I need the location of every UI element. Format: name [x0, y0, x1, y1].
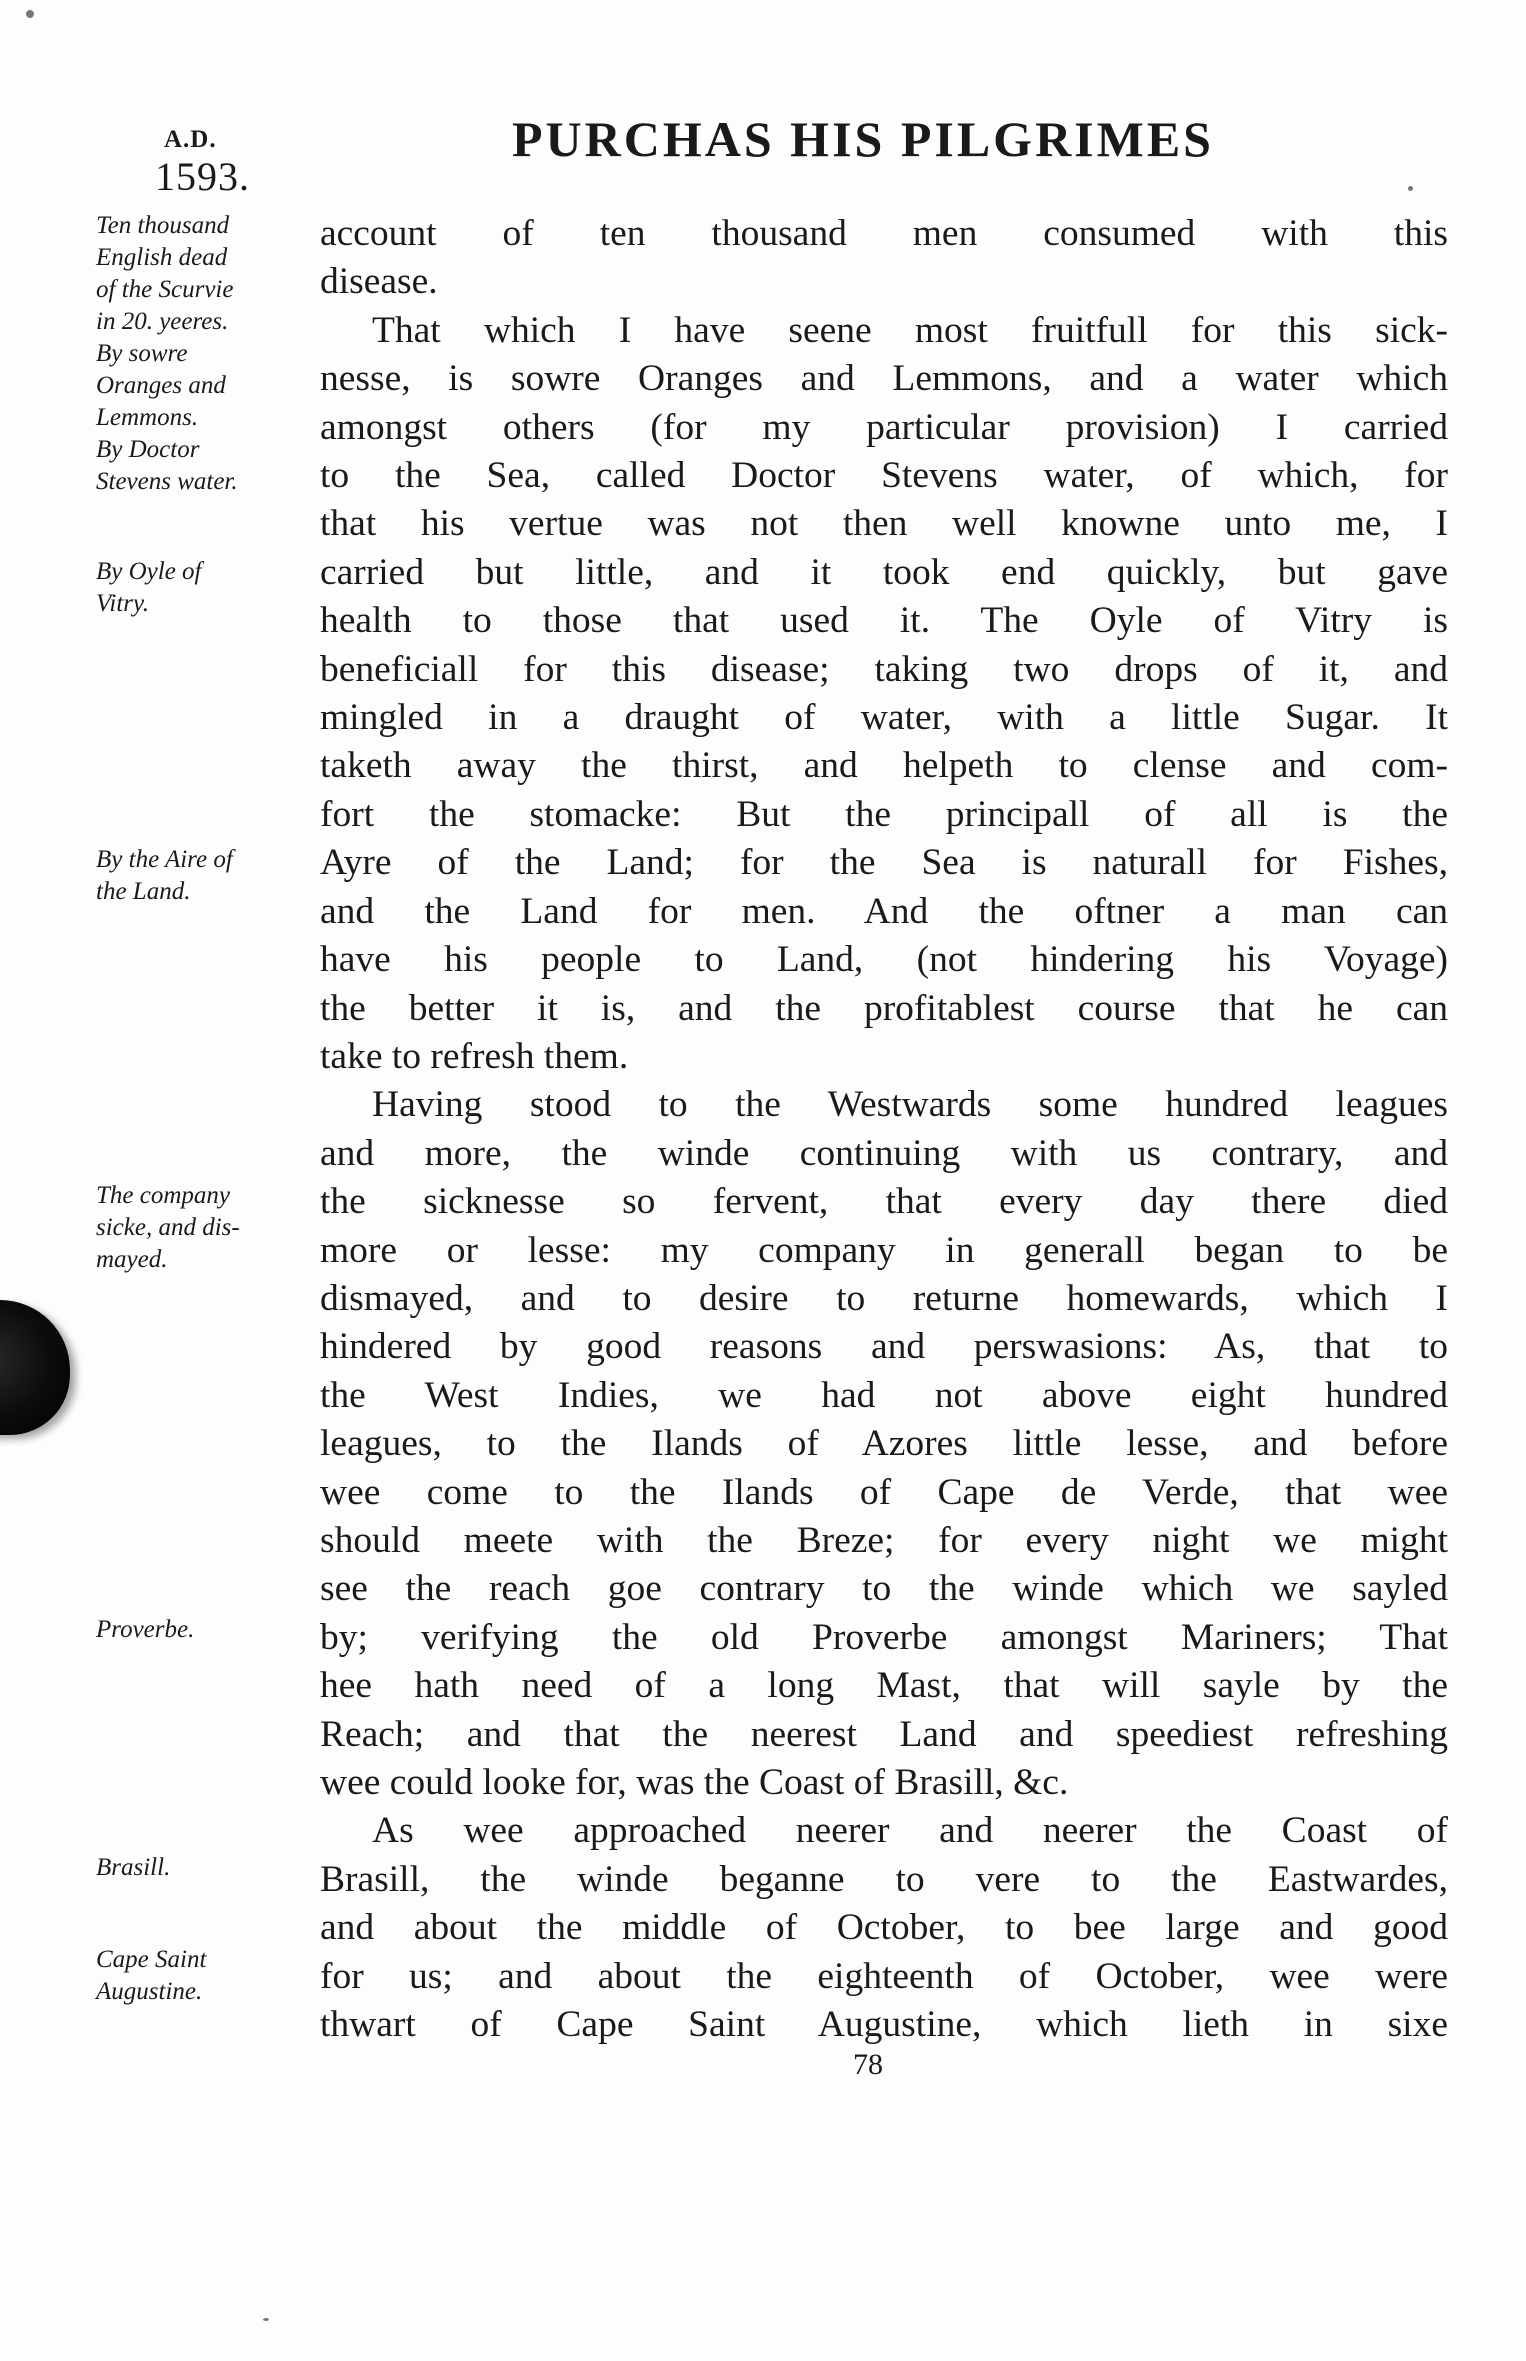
margin-note-aire-of-land: [96, 844, 314, 908]
margin-note-line: the Land.: [96, 878, 191, 905]
speck-mark: [263, 2318, 269, 2321]
margin-note-line: By Doctor: [96, 436, 200, 463]
speck-mark: [26, 10, 34, 18]
text-line: dismayed, and to desire to returne homewards, which I: [320, 1277, 1448, 1319]
text-line: for us; and about the eighteenth of October, wee were: [320, 1955, 1448, 1997]
header-era: A.D.: [164, 126, 217, 153]
text-line: thwart of Cape Saint Augustine, which lieth in sixe: [320, 2004, 1448, 2046]
text-line: As wee approached neerer and neerer the Coast of: [372, 1810, 1448, 1852]
margin-note-line: Augustine.: [96, 1978, 203, 2005]
margin-note-line: The company: [96, 1182, 230, 1209]
margin-note-line: Stevens water.: [96, 468, 238, 495]
margin-note-stevens-water: [96, 434, 314, 498]
text-line: that his vertue was not then well knowne unto me, I: [320, 503, 1448, 545]
text-line: to the Sea, called Doctor Stevens water, of which, for: [320, 455, 1448, 497]
margin-note-line: Vitry.: [96, 590, 150, 617]
text-line: mingled in a draught of water, with a little Sugar. It: [320, 697, 1448, 739]
margin-note-proverbe: [96, 1614, 314, 1646]
scanner-thumb-shadow: [0, 1300, 70, 1435]
speck-mark: [1408, 186, 1413, 191]
text-line: carried but little, and it took end quickly, but gave: [320, 551, 1448, 593]
margin-note-line: Ten thousand: [96, 212, 230, 239]
margin-note-line: mayed.: [96, 1246, 168, 1273]
text-line: take to refresh them.: [320, 1035, 629, 1077]
margin-note-line: in 20. yeeres.: [96, 308, 229, 335]
text-line: by; verifying the old Proverbe amongst Mariners; That: [320, 1616, 1448, 1658]
text-line: Brasill, the winde beganne to vere to the Eastwardes,: [320, 1858, 1448, 1900]
page-number: 78: [853, 2048, 883, 2081]
text-line: health to those that used it. The Oyle of Vitry is: [320, 600, 1448, 642]
margin-note-line: By sowre: [96, 340, 188, 367]
margin-note-brasill: [96, 1852, 314, 1884]
text-line: more or lesse: my company in generall began to be: [320, 1229, 1448, 1271]
margin-note-line: Oranges and: [96, 372, 226, 399]
text-line: fort the stomacke: But the principall of all is the: [320, 793, 1448, 835]
margin-note-line: Lemmons.: [96, 404, 199, 431]
margin-note-line: English dead: [96, 244, 228, 271]
text-line: the West Indies, we had not above eight hundred: [320, 1374, 1448, 1416]
margin-note-oyle-of-vitry: [96, 556, 314, 620]
text-line: wee come to the Ilands of Cape de Verde, that wee: [320, 1471, 1448, 1513]
text-line: see the reach goe contrary to the winde which we sayled: [320, 1568, 1448, 1610]
text-line: That which I have seene most fruitfull for this sick-: [372, 309, 1448, 351]
running-title: PURCHAS HIS PILGRIMES: [512, 111, 1214, 167]
margin-note-line: By Oyle of: [96, 558, 202, 585]
text-line: the sicknesse so fervent, that every day there died: [320, 1181, 1448, 1223]
body-text: [320, 210, 1448, 2049]
text-line: beneficiall for this disease; taking two drops of it, and: [320, 648, 1448, 690]
text-line: hindered by good reasons and perswasions: As, that to: [320, 1326, 1448, 1368]
text-line: account of ten thousand men consumed with this: [320, 213, 1448, 254]
text-line: have his people to Land, (not hindering his Voyage): [320, 939, 1448, 981]
text-line: and the Land for men. And the oftner a man can: [320, 890, 1448, 932]
text-line: Reach; and that the neerest Land and speediest refreshing: [320, 1713, 1448, 1755]
text-line: wee could looke for, was the Coast of Brasill, &c.: [320, 1762, 1069, 1803]
margin-note-line: Cape Saint: [96, 1946, 207, 1973]
text-line: Ayre of the Land; for the Sea is naturall for Fishes,: [320, 842, 1448, 884]
margin-note-line: sicke, and dis-: [96, 1214, 240, 1241]
text-line: nesse, is sowre Oranges and Lemmons, and a water which: [320, 358, 1448, 400]
margin-note-line: Proverbe.: [96, 1616, 195, 1643]
margin-note-line: Brasill.: [96, 1854, 171, 1881]
margin-note-line: By the Aire of: [96, 846, 233, 873]
margin-note-line: of the Scurvie: [96, 276, 234, 303]
text-line: amongst others (for my particular provision) I carried: [320, 406, 1448, 448]
text-line: leagues, to the Ilands of Azores little lesse, and before: [320, 1423, 1448, 1465]
text-line: and more, the winde continuing with us contrary, and: [320, 1132, 1448, 1174]
margin-note-company-sicke: [96, 1180, 314, 1276]
text-line: and about the middle of October, to bee large and good: [320, 1907, 1448, 1949]
text-line: should meete with the Breze; for every night we might: [320, 1519, 1448, 1561]
header-year: 1593.: [155, 154, 250, 199]
margin-note-oranges: [96, 338, 314, 434]
text-line: Having stood to the Westwards some hundred leagues: [372, 1084, 1448, 1126]
text-line: disease.: [320, 261, 438, 303]
text-line: taketh away the thirst, and helpeth to clense and com-: [320, 745, 1448, 787]
margin-note-cape-saint-augustine: [96, 1944, 314, 2008]
text-line: the better it is, and the profitablest course that he can: [320, 987, 1448, 1029]
text-line: hee hath need of a long Mast, that will sayle by the: [320, 1665, 1448, 1707]
margin-note-scurvie: [96, 210, 314, 338]
